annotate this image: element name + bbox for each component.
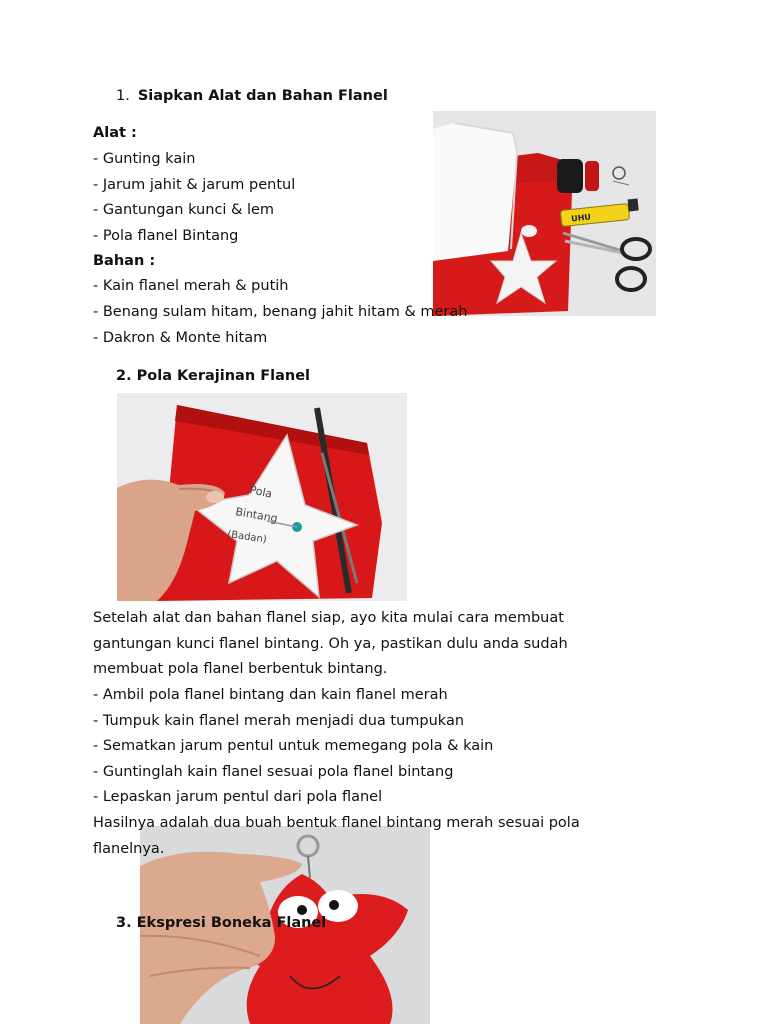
section2-heading: 2. Pola Kerajinan Flanel	[116, 368, 310, 384]
bahan-label: Bahan :	[93, 253, 156, 269]
paragraph-line: flanelnya.	[93, 841, 165, 857]
photo-tools-materials	[433, 111, 656, 316]
pattern-text: Pola	[248, 483, 274, 501]
section3-heading: 3. Ekspresi Boneka Flanel	[116, 915, 327, 931]
paragraph-line: - Tumpuk kain flanel merah menjadi dua tumpukan	[93, 713, 465, 729]
bahan-item: - Dakron & Monte hitam	[93, 330, 268, 346]
alat-item: - Jarum jahit & jarum pentul	[93, 177, 296, 193]
alat-item: - Gunting kain	[93, 151, 196, 167]
glue-label: UHU	[570, 212, 592, 224]
bahan-item: - Benang sulam hitam, benang jahit hitam & merah	[93, 304, 468, 320]
alat-label: Alat :	[93, 125, 137, 141]
section1-title: Siapkan Alat dan Bahan Flanel	[137, 88, 388, 104]
paragraph-line: Setelah alat dan bahan flanel siap, ayo kita mulai cara membuat	[93, 610, 564, 626]
paragraph-line: - Lepaskan jarum pentul dari pola flanel	[93, 789, 383, 805]
photo-star-pattern	[117, 393, 407, 601]
section1-heading	[116, 86, 388, 106]
paragraph-line: Hasilnya adalah dua buah bentuk flanel bintang merah sesuai pola	[93, 815, 580, 831]
pattern-text: (Badan)	[226, 529, 268, 546]
paragraph-line: - Sematkan jarum pentul untuk memegang pola & kain	[93, 738, 494, 754]
alat-item: - Pola flanel Bintang	[93, 228, 239, 244]
paragraph-line: - Guntinglah kain flanel sesuai pola flanel bintang	[93, 764, 454, 780]
pattern-text: Bintang	[234, 505, 279, 526]
alat-item: - Gantungan kunci & lem	[93, 202, 275, 218]
paragraph-line: - Ambil pola flanel bintang dan kain flanel merah	[93, 687, 448, 703]
section1-number: 1.	[116, 88, 130, 104]
paragraph-line: membuat pola flanel berbentuk bintang.	[93, 661, 388, 677]
tools-materials-illustration	[433, 111, 656, 316]
paragraph-line: gantungan kunci flanel bintang. Oh ya, pastikan dulu anda sudah	[93, 636, 568, 652]
bahan-item: - Kain flanel merah & putih	[93, 278, 289, 294]
star-pattern-illustration	[117, 393, 407, 601]
